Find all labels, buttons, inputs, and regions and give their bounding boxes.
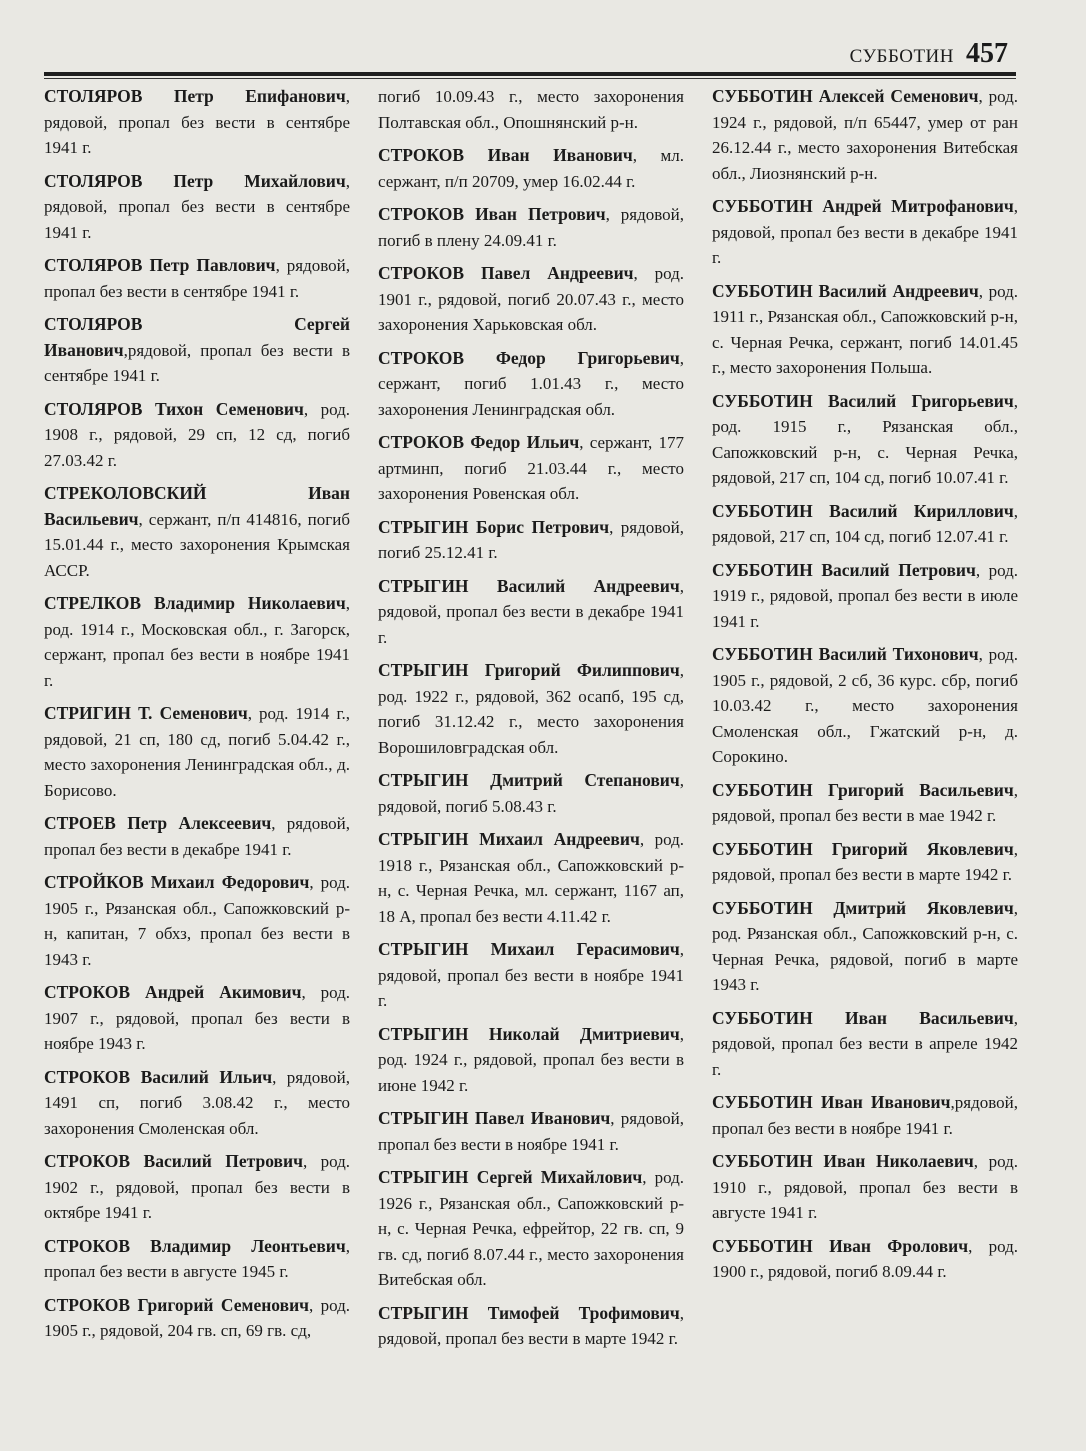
entry-text: , рядовой, пропал без вести в ноябре 1941 г.	[378, 940, 684, 1010]
entry-name: СУББОТИН Василий Тихонович	[712, 644, 979, 664]
column-3	[712, 84, 1018, 1414]
entry	[44, 1234, 350, 1285]
entry	[378, 143, 684, 194]
entry	[378, 84, 684, 135]
entry	[378, 202, 684, 253]
entry-text: погиб 10.09.43 г., место захоронения Полтавская обл., Опошнянский р-н.	[378, 87, 684, 132]
header-rule-thin	[44, 78, 1016, 79]
entry	[378, 261, 684, 338]
column-2	[378, 84, 684, 1414]
entry	[712, 837, 1018, 888]
entry-name: СТРОКОВ Федор Григорьевич	[378, 347, 680, 368]
entry-text: , рядовой, пропал без вести в декабре 1941 г.	[712, 197, 1018, 267]
entry-name: СТРОЙКОВ Михаил Федорович	[44, 872, 310, 892]
entry-text: , рядовой, 217 сп, 104 сд, погиб 12.07.41 г.	[712, 501, 1018, 546]
entry	[378, 1022, 684, 1099]
entry-name: СТРИГИН Т. Семенович	[44, 703, 248, 723]
entry-text: , рядовой, пропал без вести в ноябре 1941 г.	[378, 1109, 684, 1154]
entry-name: СТРЕЛКОВ Владимир Николаевич	[44, 593, 346, 613]
entry	[378, 430, 684, 507]
entry-text: , рядовой, пропал без вести в декабре 1941 г.	[378, 576, 684, 647]
entry-name: СТРОКОВ Иван Петрович	[378, 204, 606, 224]
entry-text: , род. 1908 г., рядовой, 29 сп, 12 сд, погиб 27.03.42 г.	[44, 399, 350, 470]
entry-name: СТОЛЯРОВ Петр Епифанович	[44, 86, 346, 106]
entry-name: СУББОТИН Василий Петрович	[712, 559, 976, 580]
entry-text: , рядовой, пропал без вести в декабре 1941 г.	[44, 814, 350, 859]
entry-text: , род. 1924 г., рядовой, п/п 65447, умер от ран 26.12.44 г., место захоронения Витебская обл., Лиознянский р-н.	[712, 87, 1018, 183]
entry-name: СТРЕКОЛОВСКИЙ Иван Васильевич	[44, 483, 350, 529]
entry-name: СТРЫГИН Василий Андреевич	[378, 575, 680, 596]
entry-name: СУББОТИН Григорий Яковлевич	[712, 838, 1014, 859]
entry-text: , род. 1915 г., Рязанская обл., Сапожковский р-н, с. Черная Речка, рядовой, 217 сп, 104 сд, погиб 10.07.41 г.	[712, 391, 1018, 487]
entry-name: СТРЫГИН Михаил Андреевич	[378, 829, 640, 849]
entry-text: , рядовой, пропал без вести в апреле 1942 г.	[712, 1008, 1018, 1079]
entry	[44, 84, 350, 161]
entry-text: , род. 1910 г., рядовой, пропал без вести в августе 1941 г.	[712, 1152, 1018, 1222]
entry-name: СТРОКОВ Владимир Леонтьевич	[44, 1235, 346, 1256]
entry-text: , род. 1914 г., Московская обл., г. Загорск, сержант, пропал без вести в ноябре 1941 г.	[44, 594, 350, 690]
entry-text: , род. 1905 г., Рязанская обл., Сапожковский р-н, капитан, 7 обхз, пропал без вести в 1943 г.	[44, 873, 350, 969]
entry	[378, 1106, 684, 1157]
entry-text: , рядовой, пропал без вести в марте 1942 г.	[378, 1303, 684, 1348]
entry-text: , род. 1905 г., рядовой, 2 сб, 36 курс. сбр, погиб 10.03.42 г., место захоронения Смоленская обл., Гжатский р-н, д. Сорокино.	[712, 645, 1018, 766]
entry-name: СТРЫГИН Тимофей Трофимович	[378, 1302, 680, 1323]
entry-name: СУББОТИН Иван Иванович	[712, 1092, 951, 1112]
entry-name: СУББОТИН Дмитрий Яковлевич	[712, 897, 1014, 918]
entry	[378, 515, 684, 566]
entry-text: , род. 1902 г., рядовой, пропал без вести в октябре 1941 г.	[44, 1152, 350, 1222]
entry-text: , род. 1911 г., Рязанская обл., Сапожковский р-н, с. Черная Речка, сержант, погиб 14.01.45 г., место захоронения Польша.	[712, 281, 1018, 377]
entry	[712, 499, 1018, 550]
entry	[44, 811, 350, 862]
entry-name: СУББОТИН Иван Фролович	[712, 1235, 969, 1256]
entry	[378, 827, 684, 929]
entry-name: СТРОКОВ Андрей Акимович	[44, 982, 302, 1002]
column-1	[44, 84, 350, 1414]
entry	[712, 84, 1018, 186]
entry-name: СТОЛЯРОВ Тихон Семенович	[44, 398, 304, 419]
text-columns	[44, 84, 1020, 1414]
entry	[712, 389, 1018, 491]
entry	[712, 194, 1018, 271]
entry-name: СУББОТИН Иван Николаевич	[712, 1151, 974, 1171]
entry	[378, 768, 684, 819]
entry-name: СТРЫГИН Павел Иванович	[378, 1108, 611, 1128]
entry	[44, 253, 350, 304]
entry-name: СТРЫГИН Михаил Герасимович	[378, 939, 680, 959]
entry-text: , рядовой, пропал без вести в сентябре 1941 г.	[44, 256, 350, 301]
entry-text: , сержант, п/п 414816, погиб 15.01.44 г., место захоронения Крымская АССР.	[44, 509, 350, 580]
entry-text: , род. 1922 г., рядовой, 362 осапб, 195 сд, погиб 31.12.42 г., место захоронения Ворошиловградская обл.	[378, 661, 684, 757]
entry-text: ,рядовой, пропал без вести в сентябре 1941 г.	[44, 340, 350, 385]
entry	[712, 558, 1018, 635]
entry-text: , род. 1918 г., Рязанская обл., Сапожковский р-н, с. Черная Речка, мл. сержант, 1167 ап, 18 А, пропал без вести 4.11.42 г.	[378, 830, 684, 926]
page-number: 457	[966, 38, 1008, 69]
entry-name: СТРОЕВ Петр Алексеевич	[44, 813, 272, 833]
entry-name: СТРЫГИН Борис Петрович	[378, 516, 610, 537]
entry-text: , род. 1905 г., рядовой, 204 гв. сп, 69 гв. сд,	[44, 1295, 350, 1340]
entry	[44, 1065, 350, 1142]
header-text	[850, 38, 1008, 70]
entry-name: СТОЛЯРОВ Сергей Иванович	[44, 314, 350, 360]
entry-text: , род. 1919 г., рядовой, пропал без вести в июле 1941 г.	[712, 560, 1018, 631]
entry	[378, 658, 684, 760]
entry	[712, 1006, 1018, 1083]
entry-name: СУББОТИН Андрей Митрофанович	[712, 196, 1014, 216]
entry	[44, 397, 350, 474]
entry	[378, 574, 684, 651]
entry-name: СТРОКОВ Василий Ильич	[44, 1066, 273, 1087]
entry-text: , мл. сержант, п/п 20709, умер 16.02.44 г.	[378, 146, 684, 191]
entry-text: , сержант, 177 артминп, погиб 21.03.44 г., место захоронения Ровенская обл.	[378, 433, 684, 503]
entry	[712, 1149, 1018, 1226]
entry-name: СТРЫГИН Дмитрий Степанович	[378, 770, 680, 790]
entry-name: СТОЛЯРОВ Петр Михайлович	[44, 170, 346, 191]
entry	[44, 591, 350, 693]
entry-name: СТРЫГИН Сергей Михайлович	[378, 1167, 643, 1187]
entry	[712, 1234, 1018, 1285]
entry	[712, 778, 1018, 829]
entry	[378, 937, 684, 1014]
entry	[44, 1149, 350, 1226]
entry-text: , рядовой, пропал без вести в марте 1942 г.	[712, 839, 1018, 884]
entry	[378, 1301, 684, 1352]
entry-text: , рядовой, пропал без вести в сентябре 1941 г.	[44, 87, 350, 157]
entry-text: , род. 1914 г., рядовой, 21 сп, 180 сд, погиб 5.04.42 г., место захоронения Ленинградская обл., д. Борисово.	[44, 704, 350, 800]
entry	[44, 980, 350, 1057]
entry	[44, 169, 350, 246]
entry	[378, 1165, 684, 1293]
entry-name: СУББОТИН Василий Григорьевич	[712, 390, 1014, 411]
entry-name: СТРОКОВ Григорий Семенович	[44, 1294, 310, 1315]
entry-text: , род. 1901 г., рядовой, погиб 20.07.43 г., место захоронения Харьковская обл.	[378, 264, 684, 334]
entry	[712, 642, 1018, 770]
entry	[44, 701, 350, 803]
entry-name: СТРОКОВ Павел Андреевич	[378, 263, 634, 283]
entry-name: СТРЫГИН Григорий Филиппович	[378, 660, 680, 680]
entry-text: , рядовой, погиб в плену 24.09.41 г.	[378, 205, 684, 250]
entry-text: , сержант, погиб 1.01.43 г., место захоронения Ленинградская обл.	[378, 348, 684, 419]
entry	[712, 1090, 1018, 1141]
entry-text: ,рядовой, пропал без вести в ноябре 1941 г.	[712, 1093, 1018, 1138]
running-head: СУББОТИН	[849, 46, 954, 67]
entry-name: СУББОТИН Василий Андреевич	[712, 280, 979, 301]
entry-text: , род. 1900 г., рядовой, погиб 8.09.44 г.	[712, 1236, 1018, 1281]
entry-text: , пропал без вести в августе 1945 г.	[44, 1236, 350, 1281]
entry-text: , рядовой, погиб 25.12.41 г.	[378, 517, 684, 562]
entry-text: , рядовой, пропал без вести в сентябре 1941 г.	[44, 171, 350, 242]
entry-name: СТРЫГИН Николай Дмитриевич	[378, 1023, 680, 1044]
entry	[44, 481, 350, 583]
entry	[378, 346, 684, 423]
entry-name: СТРОКОВ Иван Иванович	[378, 145, 633, 165]
entry	[44, 1293, 350, 1344]
entry	[712, 279, 1018, 381]
entry	[712, 896, 1018, 998]
entry-text: , рядовой, 1491 сп, погиб 3.08.42 г., место захоронения Смоленская обл.	[44, 1067, 350, 1138]
entry-name: СУББОТИН Василий Кириллович	[712, 500, 1014, 521]
entry	[44, 870, 350, 972]
entry-name: СУББОТИН Алексей Семенович	[712, 86, 979, 106]
entry-name: СУББОТИН Иван Васильевич	[712, 1007, 1014, 1028]
entry-name: СУББОТИН Григорий Васильевич	[712, 779, 1014, 800]
entry-text: , род. 1926 г., Рязанская обл., Сапожковский р-н, с. Черная Речка, ефрейтор, 22 гв. сп, 9 гв. сд, погиб 8.07.44 г., место захоронения Витебская обл.	[378, 1168, 684, 1289]
entry-text: , род. Рязанская обл., Сапожковский р-н, с. Черная Речка, рядовой, погиб в марте 1943 г.	[712, 898, 1018, 994]
entry-name: СТРОКОВ Федор Ильич	[378, 432, 580, 452]
entry	[44, 312, 350, 389]
page-header	[44, 36, 1016, 76]
header-rule-thick	[44, 72, 1016, 76]
entry-name: СТОЛЯРОВ Петр Павлович	[44, 255, 276, 275]
entry-name: СТРОКОВ Василий Петрович	[44, 1151, 303, 1171]
entry-text: , род. 1907 г., рядовой, пропал без вести в ноябре 1943 г.	[44, 983, 350, 1053]
entry-text: , род. 1924 г., рядовой, пропал без вести в июне 1942 г.	[378, 1024, 684, 1095]
entry-text: , рядовой, погиб 5.08.43 г.	[378, 771, 684, 816]
entry-text: , рядовой, пропал без вести в мае 1942 г.	[712, 780, 1018, 825]
